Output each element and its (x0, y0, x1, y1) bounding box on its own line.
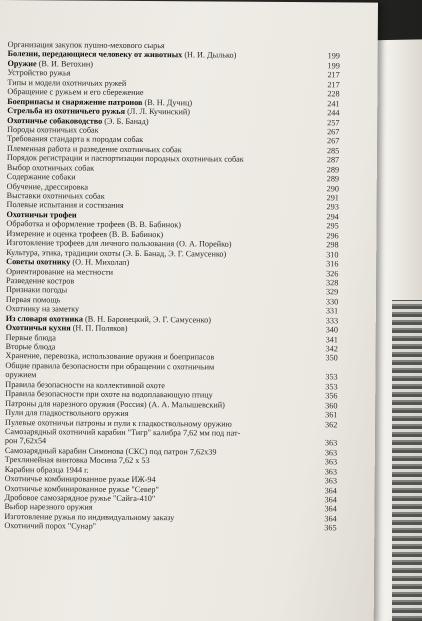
toc-entry-title (7, 172, 76, 182)
toc-entry-page-number: 267 (327, 127, 340, 137)
toc-entry-page-number: 353 (325, 382, 338, 392)
toc-entry-author: (Н. И. Дылько) (182, 50, 237, 61)
toc-entry-page-number: 294 (326, 212, 339, 222)
toc-entry-title (7, 68, 70, 78)
toc-entry-heading: Содержание собаки (6, 172, 76, 182)
toc-entry-author: (В. И. Ветохин) (36, 59, 94, 69)
toc-entry-author: (Э. Б. Банад) (102, 116, 149, 126)
toc-entry-page-number: 290 (326, 183, 340, 193)
toc-entry-author: (В. Н. Баронецкий, Э. Г. Самусенко) (82, 314, 211, 325)
toc-entry-heading: Требования стандарта к породам собак (6, 134, 144, 145)
toc-entry-heading: Охотничий порох "Сунар" (4, 521, 97, 531)
toc-entry-page-number: 295 (326, 221, 339, 231)
toc-entry-page-number: 363 (324, 448, 338, 458)
toc-entry-page-number: 360 (325, 400, 338, 410)
toc-entry-page-number: 316 (326, 259, 339, 269)
toc-entry-page-number: 364 (324, 485, 337, 495)
toc-entry-author: (Н. П. Поляков) (70, 323, 128, 334)
toc-entry-page-number: 326 (326, 268, 339, 278)
toc-entry-title (5, 465, 89, 475)
toc-entry-author: (В. В. Бабинок) (125, 220, 182, 230)
toc-entry-page-number: 267 (326, 136, 340, 146)
toc-entry-page-number: 350 (325, 353, 338, 363)
toc-entry-title (7, 182, 88, 192)
toc-entry-heading: Трехлинейная винтовка Мосина 7,62 х 53 (4, 455, 150, 466)
toc-entry-heading: Охотничья кухня (5, 323, 71, 333)
toc-entry-page-number: 333 (325, 315, 339, 326)
toc-entry-heading: Первые блюда (5, 332, 56, 342)
toc-entry-page-number: 285 (326, 146, 340, 156)
toc-entry-heading: Разведение костров (6, 275, 75, 286)
toc-entry-page-number: 328 (326, 278, 339, 288)
toc-entry-page-number: 310 (326, 249, 339, 259)
toc-entry-heading: Ориентирование на местности (6, 266, 114, 277)
toc-entry-heading: Карабин образца 1944 г. (4, 464, 89, 475)
toc-entry-page-number: 244 (327, 108, 340, 118)
toc-entry-heading: Из словаря охотника (5, 313, 83, 324)
toc-entry-title (6, 295, 61, 305)
toc-entry-page-number: 289 (326, 164, 340, 175)
toc-entry-heading: Типы и модели охотничьих ружей (7, 77, 127, 88)
toc-entry-page-number: 287 (326, 155, 340, 165)
toc-entry-page-number: 199 (327, 61, 340, 71)
toc-entry-title (6, 333, 56, 343)
toc-entry-title (6, 304, 79, 314)
toc-entry-heading: Выставки охотничьих собак (6, 191, 105, 201)
toc-entry-heading: Племенная работа и разведение охотничьих собак (6, 143, 182, 155)
toc-entry-heading: Породы охотничьих собак (7, 124, 99, 135)
toc-entry-heading: Советы охотнику (6, 257, 71, 267)
toc-entry-heading: Измерение и оценка трофеев (6, 228, 108, 239)
toc-entry-heading: Охотничье собаководство (7, 115, 103, 126)
toc-entry-heading: Правила безопасности при охоте на водоплавающую птицу (5, 389, 213, 400)
toc-entry-heading: Признаки погоды (5, 285, 68, 295)
toc-entry-page-number: 361 (325, 410, 338, 420)
toc-entry-page-number: 356 (325, 391, 338, 401)
toc-entry-page-number: 340 (325, 325, 339, 335)
toc-entry-heading: Культура, этика, традиции охоты (6, 247, 121, 258)
toc-entry-heading: Порядок регистрации и паспортизации породных охотничьих собак (6, 153, 244, 164)
toc-entry-heading: Охотничьи трофеи (6, 209, 77, 220)
toc-entry-page-number: 330 (325, 297, 339, 307)
toc-entry-heading: Дробовое самозарядное ружье "Сайга-410" (4, 493, 156, 504)
toc-entry-heading: Выбор охотничьих собак (6, 162, 95, 173)
toc-entry-page-number: 289 (326, 174, 340, 184)
toc-entry-page-number: 199 (327, 51, 340, 61)
toc-entry-heading: Самозарядный охотничий карабин "Тигр" калибра 7,62 мм под пат- (4, 426, 241, 438)
toc-entry-page-number: 241 (327, 98, 340, 108)
toc-entry-page-number: 293 (326, 202, 339, 212)
toc-entry-page-number: 331 (325, 306, 339, 316)
toc-entry-page-number: 364 (324, 495, 337, 505)
toc-entry-heading: Обращение с ружьем и его сбережение (7, 87, 144, 98)
toc-entry-heading: Охотнику на заметку (5, 304, 80, 314)
toc-entry-title (5, 370, 36, 380)
toc-entry-heading: Полевые испытания и состязания (6, 200, 124, 211)
toc-entry-page-number: 298 (326, 240, 339, 250)
toc-entry-heading: Болезни, передающиеся человеку от животных (7, 49, 183, 60)
toc-entry-title (6, 285, 67, 295)
toc-entry-title (4, 521, 96, 531)
toc-entry-page-number: 363 (324, 476, 337, 486)
underlying-illustration (392, 300, 422, 621)
toc-entry-heading: Пулевые охотничьи патроны и пули к гладкоствольному оружию (5, 417, 232, 429)
toc-entry-heading: Боеприпасы и снаряжение патронов (7, 96, 143, 107)
toc-entry-heading: Стрельба из охотничьего ружья (7, 106, 126, 116)
toc-entry-heading: оружием (5, 370, 37, 380)
toc-entry-author: (Э. Б. Банад, Э. Г. Самусенко) (120, 248, 227, 259)
toc-entry-heading: Патроны для нарезного оружия (Россия) (5, 398, 147, 409)
toc-entry-heading: Общие правила безопасности при обращении с охотничьим (5, 360, 215, 372)
toc-entry-heading: Охотничье комбинированное ружье "Север" (4, 483, 159, 494)
toc-entry-page-number: 363 (324, 466, 338, 477)
toc-entry-page-number: 364 (324, 504, 337, 514)
toc-entry-page-number: 365 (324, 523, 337, 533)
toc-entry-heading: Хранение, перевозка, использование оружия и боеприпасов (5, 351, 215, 362)
toc-entry-page-number: 217 (327, 70, 340, 80)
toc-entry-page-number: 217 (327, 80, 340, 90)
toc-entry-page-number: 364 (324, 514, 337, 524)
toc-entry-heading: Устройство ружья (7, 68, 71, 78)
toc-entry-heading: рон 7,62х54 (4, 436, 47, 446)
toc-entry-heading: Обработка и оформление трофеев (6, 219, 126, 230)
toc-entry (4, 521, 337, 533)
toc-entry-page-number: 296 (326, 231, 339, 241)
toc-entry-author: (О. Н. Михолап) (70, 257, 130, 267)
toc-entry-heading: Изготовление трофеев для личного пользования (6, 238, 175, 249)
toc-entry-heading: Оружие (7, 58, 37, 69)
toc-entry-author: (Л. Л. Кучинский) (125, 106, 191, 117)
toc-entry-page-number: 257 (327, 117, 340, 127)
toc-entry-page-number: 342 (325, 344, 338, 354)
toc-entry-author: (А. А. Малышевский) (146, 399, 225, 410)
toc-entry-author: (В. Н. Дучиц) (142, 97, 193, 107)
toc-entry-heading: Организация закупок пушно-мехового сырья (7, 40, 165, 51)
toc-entry-title (6, 342, 56, 352)
toc-entry-page-number: 228 (327, 89, 340, 99)
toc-entry-heading: Первая помощь (5, 294, 61, 305)
toc-entry-page-number: 329 (325, 287, 339, 297)
toc-entry-page-number: 362 (325, 419, 338, 429)
toc-entry-heading: Выбор нарезного оружия (4, 502, 93, 513)
toc-entry-heading: Изготовление ружья по индивидуальному заказу (4, 511, 175, 523)
toc-entry-page-number: 291 (326, 193, 339, 203)
toc-entry-heading: Обучение, дрессировка (6, 181, 89, 192)
toc-entry-author: (В. В. Бабинок) (107, 229, 164, 239)
toc-entry-title (5, 436, 46, 446)
toc-entry-page-number: 363 (324, 457, 338, 467)
toc-entry-heading: Пули для гладкоствольного оружия (5, 408, 129, 418)
toc-entry-page-number: 341 (325, 334, 338, 344)
table-of-contents (4, 40, 340, 533)
toc-entry-page-number: 353 (325, 372, 338, 382)
toc-entry-heading: Правила безопасности на коллективной охоте (5, 379, 165, 390)
toc-entry-author: (О. А. Порейко) (174, 239, 232, 249)
toc-entry-title (6, 276, 74, 286)
toc-entry-title (6, 210, 76, 220)
toc-entry-heading: Охотничье комбинированное ружье ИЖ-94 (4, 474, 156, 485)
toc-entry-page-number: 363 (324, 438, 338, 448)
toc-entry-heading: Вторые блюда (5, 342, 56, 352)
toc-entry-heading: Самозарядный карабин Симонова (СКС) под патрон 7,62х39 (4, 445, 217, 457)
